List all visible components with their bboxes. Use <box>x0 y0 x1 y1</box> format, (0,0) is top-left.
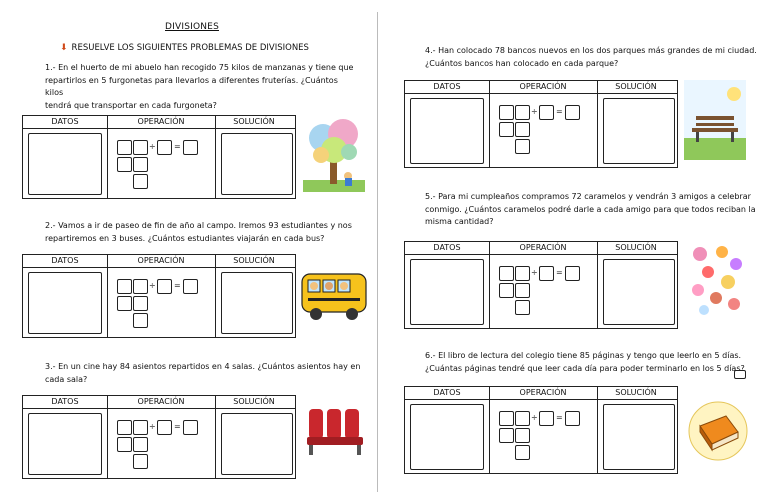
instructions-text: RESUELVE LOS SIGUIENTES PROBLEMAS DE DIVISIONES <box>71 43 309 53</box>
datos-box[interactable] <box>410 404 484 470</box>
dividend-digit-box[interactable] <box>133 140 148 155</box>
partial-box[interactable] <box>133 296 148 311</box>
datos-box[interactable] <box>28 133 102 195</box>
solucion-box[interactable] <box>603 98 675 164</box>
header-solucion: SOLUCIÓN <box>615 243 657 252</box>
problem-3-line-2: cada sala? <box>45 374 88 384</box>
apple-tree-icon <box>303 110 365 196</box>
divisor-box[interactable] <box>539 411 554 426</box>
solucion-box[interactable] <box>603 259 675 325</box>
dividend-digit-box[interactable] <box>515 105 530 120</box>
answer-table-3 <box>22 395 296 479</box>
problem-5-line-2: conmigo. ¿Cuántos caramelos podré darle a cada amigo para que todos reciban la <box>425 204 756 214</box>
solucion-box[interactable] <box>221 133 293 195</box>
header-datos: DATOS <box>51 397 79 406</box>
column-line <box>597 242 598 328</box>
partial-box[interactable] <box>515 283 530 298</box>
problem-6-line-1: 6.- El libro de lectura del colegio tiene 85 páginas y tengo que leerlo en 5 días. <box>425 351 742 360</box>
column-line <box>107 116 108 198</box>
column-line <box>215 116 216 198</box>
dividend-digit-box[interactable] <box>499 266 514 281</box>
problem-3-line-1: 3.- En un cine hay 84 asientos repartidos en 4 salas. ¿Cuántos asientos hay en <box>45 362 361 371</box>
answer-table-5 <box>404 241 678 329</box>
column-line <box>597 81 598 167</box>
arrow-down-icon: ⬇ <box>60 43 68 53</box>
remainder-box[interactable] <box>133 454 148 469</box>
dividend-digit-box[interactable] <box>133 420 148 435</box>
header-operacion: OPERACIÓN <box>137 397 185 406</box>
problem-1-line-3: tendrá que transportar en cada furgoneta? <box>45 100 217 110</box>
header-solucion: SOLUCIÓN <box>233 397 275 406</box>
header-datos: DATOS <box>433 82 461 91</box>
partial-box[interactable] <box>515 428 530 443</box>
candies-icon <box>688 240 746 324</box>
problem-2-line-2: repartiremos en 3 buses. ¿Cuántos estudiantes viajarán en cada bus? <box>45 233 325 243</box>
header-datos: DATOS <box>433 388 461 397</box>
column-line <box>107 255 108 337</box>
divide-sign: ÷ <box>531 268 538 277</box>
problem-6-text <box>425 350 760 375</box>
book-icon <box>688 392 748 474</box>
dividend-digit-box[interactable] <box>515 266 530 281</box>
remainder-box[interactable] <box>133 313 148 328</box>
equals-sign: = <box>174 142 181 151</box>
problem-5-line-3: misma cantidad? <box>425 217 494 226</box>
equals-sign: = <box>556 107 563 116</box>
problem-1-line-2: repartirlos en 5 furgonetas para llevarlos a diferentes fruterías. ¿Cuántos kilos <box>45 75 338 97</box>
column-line <box>215 396 216 478</box>
divisor-box[interactable] <box>157 279 172 294</box>
answer-table-6 <box>404 386 678 474</box>
table-header-row <box>405 81 677 94</box>
solucion-box[interactable] <box>221 413 293 475</box>
problem-4-text <box>425 45 760 70</box>
quotient-box[interactable] <box>183 420 198 435</box>
header-solucion: SOLUCIÓN <box>615 82 657 91</box>
problem-5-line-1: 5.- Para mi cumpleaños compramos 72 caramelos y vendrán 3 amigos a celebrar <box>425 192 751 201</box>
partial-box[interactable] <box>133 437 148 452</box>
datos-box[interactable] <box>410 259 484 325</box>
remainder-box[interactable] <box>133 174 148 189</box>
datos-box[interactable] <box>28 413 102 475</box>
divide-sign: ÷ <box>531 107 538 116</box>
school-bus-icon <box>298 262 370 328</box>
header-solucion: SOLUCIÓN <box>233 256 275 265</box>
header-solucion: SOLUCIÓN <box>233 117 275 126</box>
equals-sign: = <box>556 268 563 277</box>
dividend-digit-box[interactable] <box>499 105 514 120</box>
divide-sign: ÷ <box>149 422 156 431</box>
answer-table-1 <box>22 115 296 199</box>
partial-box[interactable] <box>499 283 514 298</box>
park-bench-icon <box>684 80 746 164</box>
divisor-box[interactable] <box>157 420 172 435</box>
table-header-row <box>405 387 677 400</box>
dividend-digit-box[interactable] <box>117 140 132 155</box>
problem-4-line-2: ¿Cuántos bancos han colocado en cada parque? <box>425 58 619 68</box>
divisor-box[interactable] <box>157 140 172 155</box>
header-datos: DATOS <box>51 256 79 265</box>
cinema-seats-icon <box>305 405 365 465</box>
problem-4-line-1: 4.- Han colocado 78 bancos nuevos en los dos parques más grandes de mi ciudad. <box>425 46 757 55</box>
page-title: DIVISIONES <box>165 22 219 32</box>
header-solucion: SOLUCIÓN <box>615 388 657 397</box>
solucion-box[interactable] <box>603 404 675 470</box>
header-operacion: OPERACIÓN <box>137 117 185 126</box>
divide-sign: ÷ <box>149 281 156 290</box>
column-divider <box>377 12 378 492</box>
partial-box[interactable] <box>117 296 132 311</box>
datos-box[interactable] <box>410 98 484 164</box>
header-operacion: OPERACIÓN <box>519 388 567 397</box>
answer-table-4 <box>404 80 678 168</box>
problem-2-text <box>45 220 365 245</box>
problem-5-text <box>425 191 760 229</box>
partial-box[interactable] <box>499 122 514 137</box>
divide-sign: ÷ <box>531 413 538 422</box>
header-operacion: OPERACIÓN <box>137 256 185 265</box>
header-datos: DATOS <box>51 117 79 126</box>
column-line <box>215 255 216 337</box>
datos-box[interactable] <box>28 272 102 334</box>
remainder-box[interactable] <box>515 139 530 154</box>
dividend-digit-box[interactable] <box>117 279 132 294</box>
partial-box[interactable] <box>117 437 132 452</box>
partial-box[interactable] <box>515 122 530 137</box>
remainder-box[interactable] <box>515 445 530 460</box>
dividend-digit-box[interactable] <box>133 279 148 294</box>
table-header-row <box>23 116 295 129</box>
quotient-box[interactable] <box>565 411 580 426</box>
problem-3-text <box>45 361 365 386</box>
column-line <box>597 387 598 473</box>
partial-box[interactable] <box>499 428 514 443</box>
quotient-box[interactable] <box>183 140 198 155</box>
divide-sign: ÷ <box>149 142 156 151</box>
problem-1-line-1: 1.- En el huerto de mi abuelo han recogido 75 kilos de manzanas y tiene que <box>45 63 354 72</box>
small-box <box>734 370 746 379</box>
quotient-box[interactable] <box>565 266 580 281</box>
quotient-box[interactable] <box>565 105 580 120</box>
table-header-row <box>23 255 295 268</box>
table-header-row <box>405 242 677 255</box>
equals-sign: = <box>174 281 181 290</box>
quotient-box[interactable] <box>183 279 198 294</box>
divisor-box[interactable] <box>539 266 554 281</box>
column-line <box>489 242 490 328</box>
column-line <box>489 387 490 473</box>
problem-1-text <box>45 62 355 112</box>
dividend-digit-box[interactable] <box>515 411 530 426</box>
equals-sign: = <box>556 413 563 422</box>
problem-6-line-2: ¿Cuántas páginas tendré que leer cada día para poder terminarlo en los 5 días? <box>425 363 745 373</box>
dividend-digit-box[interactable] <box>499 411 514 426</box>
divisor-box[interactable] <box>539 105 554 120</box>
dividend-digit-box[interactable] <box>117 420 132 435</box>
header-operacion: OPERACIÓN <box>519 243 567 252</box>
header-datos: DATOS <box>433 243 461 252</box>
instructions <box>60 43 309 53</box>
column-line <box>107 396 108 478</box>
solucion-box[interactable] <box>221 272 293 334</box>
column-line <box>489 81 490 167</box>
partial-box[interactable] <box>133 157 148 172</box>
header-operacion: OPERACIÓN <box>519 82 567 91</box>
table-header-row <box>23 396 295 409</box>
remainder-box[interactable] <box>515 300 530 315</box>
answer-table-2 <box>22 254 296 338</box>
equals-sign: = <box>174 422 181 431</box>
problem-2-line-1: 2.- Vamos a ir de paseo de fin de año al campo. Iremos 93 estudiantes y nos <box>45 221 352 230</box>
partial-box[interactable] <box>117 157 132 172</box>
